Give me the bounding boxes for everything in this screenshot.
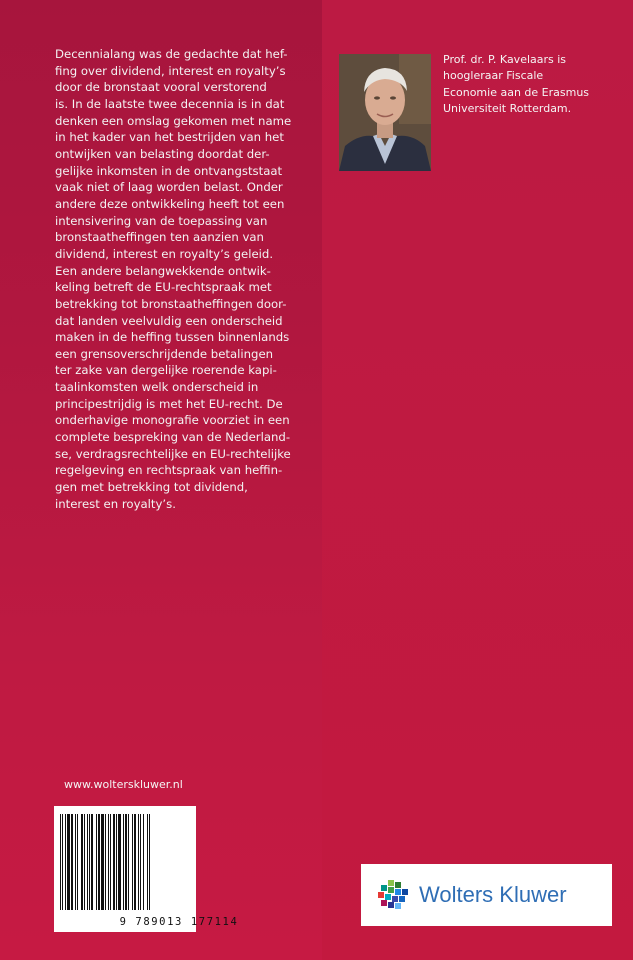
blurb-line: ontwijken van belasting doordat der- xyxy=(55,146,270,161)
barcode-bar xyxy=(128,814,129,910)
barcode-bar xyxy=(134,814,136,910)
blurb-line: Een andere belangwekkende ontwik- xyxy=(55,263,271,278)
barcode-bar xyxy=(108,814,109,910)
barcode-bar xyxy=(91,814,93,910)
barcode-bar xyxy=(140,814,141,910)
blurb-text xyxy=(55,46,317,512)
blurb-line: maken in de heffing tussen binnenlands xyxy=(55,330,290,345)
barcode-bar xyxy=(149,814,150,910)
barcode-bar xyxy=(101,814,104,910)
bio-line: Universiteit Rotterdam. xyxy=(443,101,572,115)
author-bio xyxy=(443,52,633,117)
blurb-line: betrekking tot bronstaatheffingen door- xyxy=(55,296,287,311)
blurb-line: fing over dividend, interest en royalty’s xyxy=(55,63,286,78)
bio-line: hoogleraar Fiscale xyxy=(443,69,544,83)
blurb-line: ter zake van dergelijke roerende kapi- xyxy=(55,363,277,378)
barcode-bar xyxy=(75,814,76,910)
barcode-bar xyxy=(105,814,106,910)
barcode-bar xyxy=(81,814,83,910)
barcode-bar xyxy=(138,814,139,910)
isbn-barcode xyxy=(54,806,239,932)
barcode-bar xyxy=(84,814,85,910)
barcode-bars xyxy=(54,806,196,916)
author-photo xyxy=(339,54,431,171)
blurb-line: andere deze ontwikkeling heeft tot een xyxy=(55,196,285,211)
blurb-line: se, verdragsrechtelijke en EU-rechtelijke xyxy=(55,446,291,461)
barcode-bar xyxy=(96,814,97,910)
barcode-bar xyxy=(132,814,133,910)
barcode-bar xyxy=(118,814,121,910)
blurb-line: gelijke inkomsten in de ontvangststaat xyxy=(55,163,283,178)
bio-line: Prof. dr. P. Kavelaars is xyxy=(443,53,567,66)
blurb-line: dividend, interest en royalty’s geleid. xyxy=(55,246,274,261)
blurb-line: vaak niet of laag worden belast. Onder xyxy=(55,180,283,195)
barcode-bar xyxy=(143,814,144,910)
bio-line: Economie aan de Erasmus xyxy=(443,85,590,99)
barcode-bar xyxy=(60,814,61,910)
blurb-line: intensivering van de toepassing van xyxy=(55,213,268,228)
barcode-bar xyxy=(87,814,88,910)
barcode-bar xyxy=(123,814,124,910)
barcode-bar xyxy=(89,814,90,910)
blurb-line: bronstaatheffingen ten aanzien van xyxy=(55,230,264,245)
blurb-line: complete bespreking van de Nederland- xyxy=(55,430,291,445)
blurb-line: in het kader van het bestrijden van het xyxy=(55,130,284,145)
blurb-line: taalinkomsten welk onderscheid in xyxy=(55,380,259,395)
barcode-bar xyxy=(77,814,78,910)
isbn-number: 9 789013 177114 xyxy=(119,916,239,928)
blurb-line: keling betreft de EU-rechtspraak met xyxy=(55,280,272,295)
blurb-line: interest en royalty’s. xyxy=(55,496,176,511)
publisher-name: Wolters Kluwer xyxy=(419,882,567,907)
publisher-logo xyxy=(361,864,612,926)
barcode-bar xyxy=(113,814,115,910)
blurb-line: door de bronstaat vooral verstorend xyxy=(55,80,267,95)
blurb-line: Decennialang was de gedachte dat hef- xyxy=(55,47,288,61)
publisher-website: www.wolterskluwer.nl xyxy=(64,778,183,791)
blurb-line: is. In de laatste twee decennia is in dat xyxy=(55,96,285,111)
author-portrait-drawing xyxy=(339,54,431,171)
barcode-bar xyxy=(110,814,111,910)
barcode-bar xyxy=(71,814,73,910)
wolters-kluwer-mosaic-icon xyxy=(377,879,409,911)
barcode-bar xyxy=(125,814,127,910)
barcode-bar xyxy=(67,814,70,910)
blurb-line: onderhavige monografie voorziet in een xyxy=(55,413,290,428)
barcode-bar xyxy=(98,814,100,910)
barcode-bar xyxy=(65,814,66,910)
blurb-line: principestrijdig is met het EU-recht. De xyxy=(55,396,283,411)
barcode-bar xyxy=(116,814,117,910)
blurb-line: gen met betrekking tot dividend, xyxy=(55,480,248,495)
blurb-line: dat landen veelvuldig een onderscheid xyxy=(55,313,283,328)
blurb-line: een grensoverschrijdende betalingen xyxy=(55,346,274,361)
barcode-bar xyxy=(62,814,63,910)
blurb-line: denken een omslag gekomen met name xyxy=(55,113,292,128)
barcode-bar xyxy=(147,814,148,910)
blurb-line: regelgeving en rechtspraak van heffin- xyxy=(55,463,283,478)
